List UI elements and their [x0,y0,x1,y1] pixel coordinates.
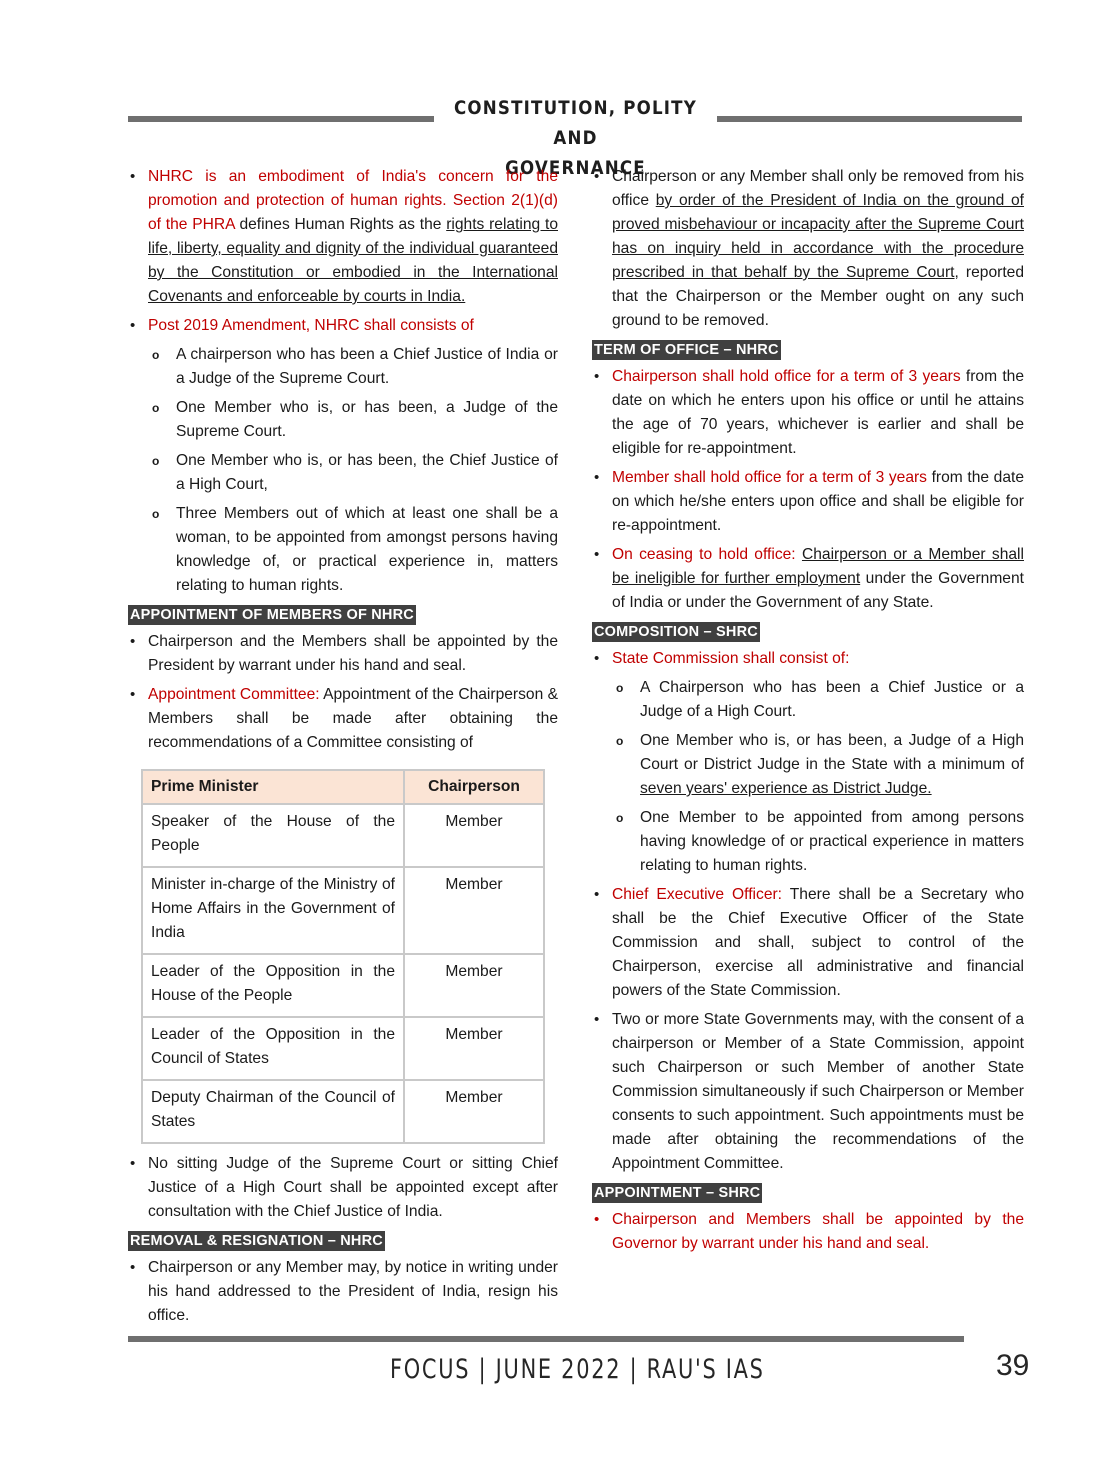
page-header [0,92,1114,179]
appointment-committee-text: Appointment of the Chairperson & Members shall be made after obtaining the recommendations of a Committee consisting of [148,686,558,751]
ceasing-office-item [592,543,1024,615]
removal-item [592,165,1024,333]
committee-role-cell: Member [404,954,544,1017]
left-column [128,165,558,1333]
section-title-line1: CONSTITUTION, POLITY AND [454,98,697,149]
resignation-item: • Chairperson or any Member may, by notice in writing under his hand addressed to the President of India, resign his office. [128,1256,558,1328]
appointment-committee-label: Appointment Committee: [148,686,320,703]
committee-member-cell: Leader of the Opposition in the Council of States [142,1017,404,1080]
removal-text-2: , reported that the Chairperson or the Member ought on any such ground to be removed. [612,264,1025,329]
ceo-text: There shall be a Secretary who shall be the Chief Executive Officer of the State Commission and shall, subject to control of the Chairperson, exercise all administrative and financial powers of the State Commission. [612,886,1024,999]
ceasing-office-label: On ceasing to hold office: [612,546,796,563]
header-rule-left [128,116,434,122]
shrc-composition-item [592,647,1024,878]
shrc-appointment-list [592,1208,1024,1256]
committee-table-row [142,954,544,1017]
nhrc-definition-highlight: NHRC is an embodiment of India's concern for the promotion and protection of human rights. Section 2(1)(d) of the PHRA [148,168,558,233]
committee-role-cell: Member [404,1080,544,1143]
section-heading-removal-nhrc: REMOVAL & RESIGNATION – NHRC [130,1233,383,1249]
nhrc-composition-item [128,314,558,598]
consultation-item: • No sitting Judge of the Supreme Court or sitting Chief Justice of a High Court shall be appointed except after consultation with the Chief Justice of India. [128,1152,558,1224]
shrc-composition-subitem: o One Member to be appointed from among persons having knowledge of or practical experience in matters relating to human rights. [612,806,1024,878]
committee-table-row [142,1017,544,1080]
right-column [592,165,1024,1261]
section-heading-composition-shrc: COMPOSITION – SHRC [594,624,758,640]
committee-header-cell: Chairperson [404,770,544,804]
term-chairperson-item [592,365,1024,461]
nhrc-composition-subitem: o One Member who is, or has been, a Judge of the Supreme Court. [148,396,558,444]
shrc-composition-subitem: o A Chairperson who has been a Chief Justice or a Judge of a High Court. [612,676,1024,724]
committee-role-cell: Member [404,1017,544,1080]
shrc-member-underlined: seven years' experience as District Judge. [640,780,932,797]
ceo-label: Chief Executive Officer: [612,886,783,903]
committee-member-cell: Speaker of the House of the People [142,804,404,867]
removal-text-1: Chairperson or any Member shall only be removed from his office [612,168,1024,209]
nhrc-intro-list [128,165,558,598]
section-heading-term-nhrc: TERM OF OFFICE – NHRC [594,342,779,358]
nhrc-definition-underlined: rights relating to life, liberty, equality and dignity of the individual guaranteed by the Constitution or embodied in the International Covenants and enforceable by courts in India. [148,216,558,305]
nhrc-composition-subitem: o A chairperson who has been a Chief Justice of India or a Judge of the Supreme Court. [148,343,558,391]
shrc-composition-heading: State Commission shall consist of: [612,650,850,667]
footer-text: FOCUS | JUNE 2022 | RAU'S IAS [390,1354,765,1385]
term-list [592,365,1024,615]
term-chairperson-highlight: Chairperson shall hold office for a term of 3 years [612,368,961,385]
page-number: 39 [996,1349,1030,1382]
committee-member-cell: Deputy Chairman of the Council of States [142,1080,404,1143]
committee-table-header-row [142,770,544,804]
consultation-list [128,1152,558,1224]
shrc-member-text: One Member who is, or has been, a Judge of a High Court or District Judge in the State with a minimum of [640,732,1024,773]
term-chairperson-text: from the date on which he enters upon his office or until he attains the age of 70 years, whichever is earlier and shall be eligible for re-appointment. [612,368,1024,457]
shrc-composition-subitem [612,729,1024,801]
committee-role-cell: Member [404,867,544,954]
committee-table-row [142,1080,544,1143]
nhrc-composition-heading: Post 2019 Amendment, NHRC shall consists of [148,317,474,334]
appointment-list [128,630,558,755]
nhrc-composition-sublist [148,343,558,598]
term-member-item [592,466,1024,538]
committee-table [141,769,545,1144]
section-title-line2: GOVERNANCE [505,158,646,179]
term-member-highlight: Member shall hold office for a term of 3 years [612,469,927,486]
ceasing-office-text: under the Government of India or under the Government of any State. [612,570,1024,611]
nhrc-composition-subitem: o One Member who is, or has been, the Chief Justice of a High Court, [148,449,558,497]
term-member-text: from the date on which he/she enters upon office and shall be eligible for re-appointment. [612,469,1024,534]
shrc-composition-sublist [612,676,1024,878]
section-heading-appointment-shrc: APPOINTMENT – SHRC [594,1185,761,1201]
committee-table-row [142,804,544,867]
committee-role-cell: Member [404,804,544,867]
appointment-item: • Chairperson and the Members shall be appointed by the President by warrant under his hand and seal. [128,630,558,678]
committee-table-row [142,867,544,954]
committee-member-cell: Leader of the Opposition in the House of the People [142,954,404,1017]
header-rule-right [717,116,1022,122]
shrc-composition-list [592,647,1024,1176]
removal-underlined: by order of the President of India on the ground of proved misbehaviour or incapacity after the Supreme Court has on inquiry held in accordance with the procedure prescribed in that behalf by the Supreme Court [612,192,1024,281]
ceo-item [592,883,1024,1003]
nhrc-definition-item [128,165,558,309]
footer-rule [128,1336,964,1342]
committee-header-cell: Prime Minister [142,770,404,804]
ceasing-office-underlined: Chairperson or a Member shall be ineligible for further employment [612,546,1024,587]
nhrc-composition-subitem: o Three Members out of which at least one shall be a woman, to be appointed from amongst persons having knowledge of, or practical experience in, matters relating to human rights. [148,502,558,598]
removal-list [592,165,1024,333]
appointment-committee-item [128,683,558,755]
section-heading-appointment-nhrc: APPOINTMENT OF MEMBERS OF NHRC [130,607,414,623]
resignation-list [128,1256,558,1328]
joint-appointment-item: • Two or more State Governments may, with the consent of a chairperson or Member of a State Commission, appoint such Chairperson or such Member of another State Commission simultaneously if such Chairperson or Member consents to such appointment. Such appointments must be made after obtaining the recommendations of the Appointment Committee. [592,1008,1024,1176]
committee-member-cell: Minister in-charge of the Ministry of Home Affairs in the Government of India [142,867,404,954]
shrc-appointment-item: • Chairperson and Members shall be appointed by the Governor by warrant under his hand and seal. [592,1208,1024,1256]
nhrc-definition-text: defines Human Rights as the [234,216,447,233]
